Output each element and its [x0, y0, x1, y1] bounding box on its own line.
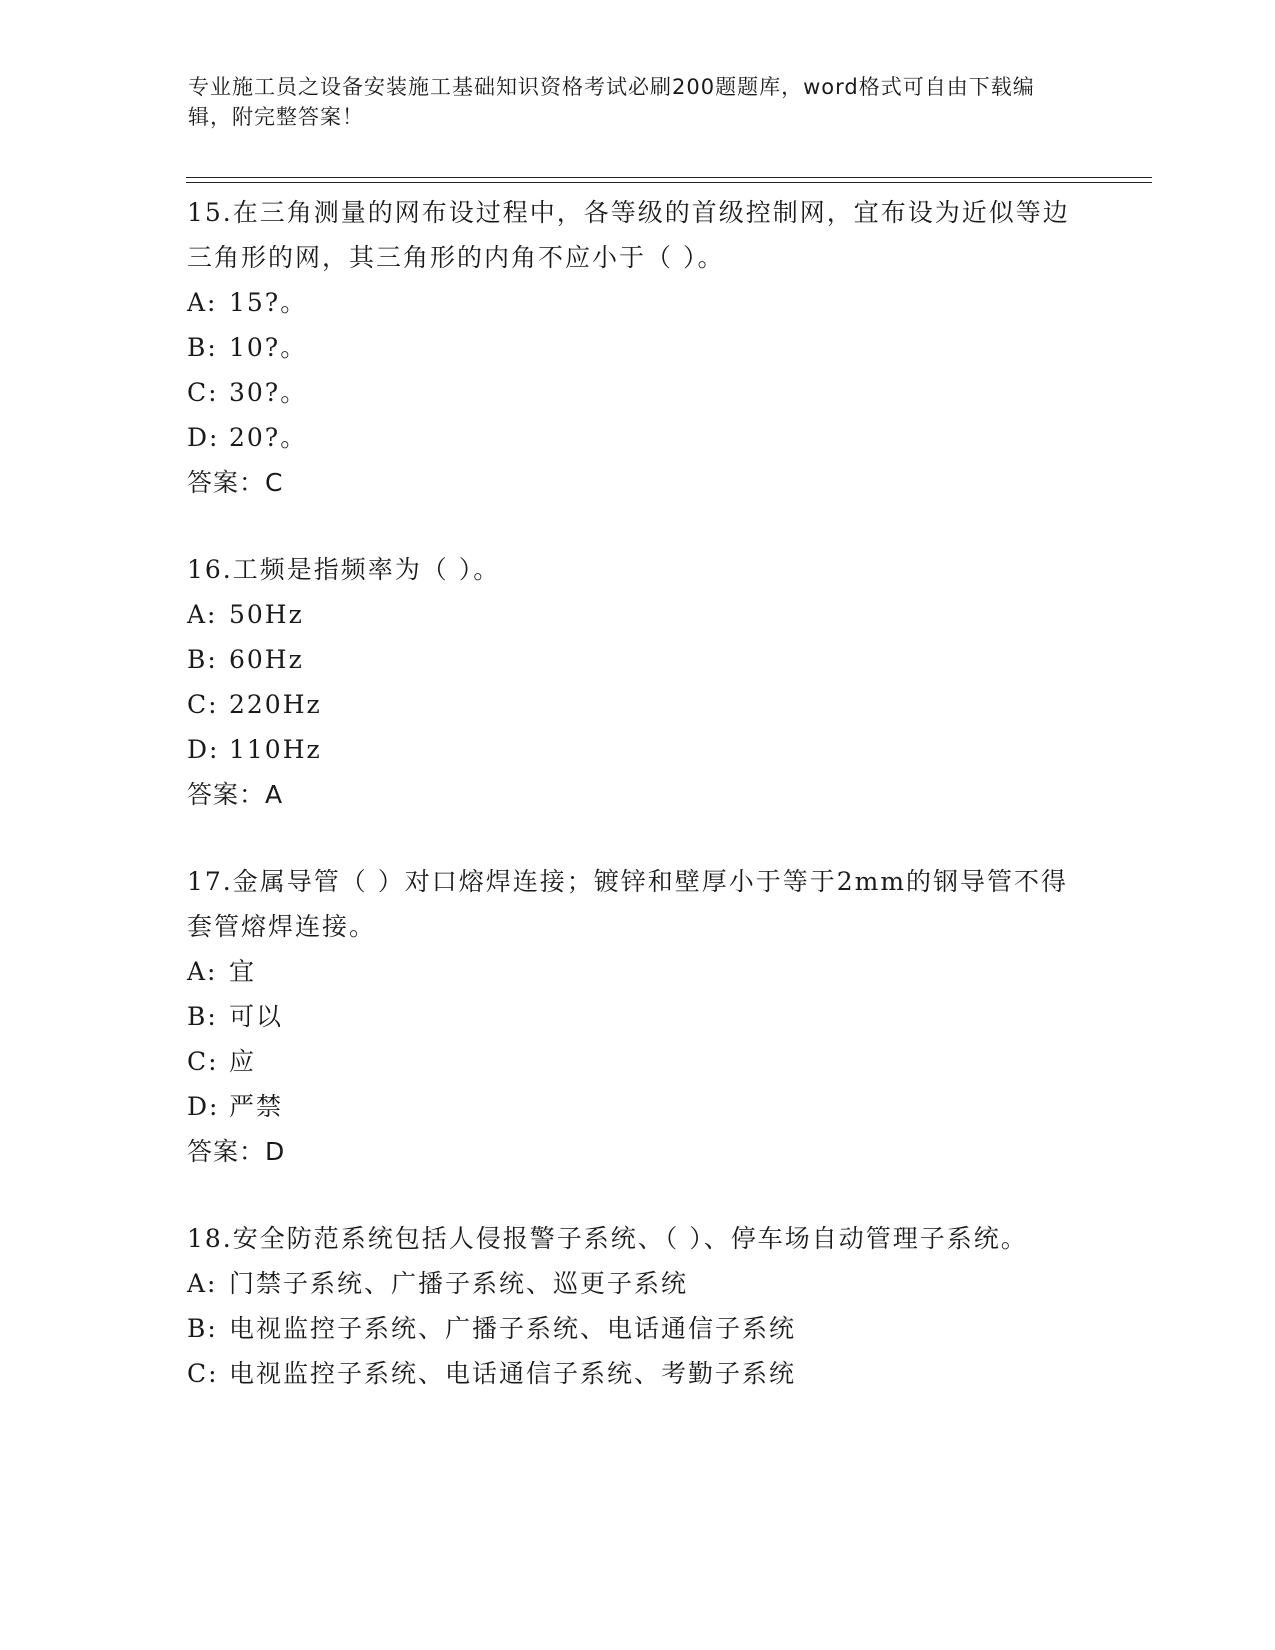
- option-text: 电视监控子系统、广播子系统、电话通信子系统: [229, 1314, 797, 1343]
- question-item: [187, 190, 1087, 505]
- answer-line: 答案：D: [187, 1137, 286, 1166]
- option-text: 门禁子系统、广播子系统、巡更子系统: [229, 1269, 689, 1298]
- answer-line: 答案：A: [187, 780, 284, 809]
- header-divider-top: [186, 177, 1152, 178]
- question-text: 17.金属导管（ ）对口熔焊连接；镀锌和壁厚小于等于2mm的钢导管不得套管熔焊连接。: [187, 867, 1069, 941]
- option-letter: C:: [187, 1359, 219, 1388]
- option-c: [187, 1351, 1087, 1396]
- option-a: [187, 949, 1087, 994]
- option-b: [187, 994, 1087, 1039]
- question-text: 18.安全防范系统包括人侵报警子系统、（ ）、停车场自动管理子系统。: [187, 1224, 1028, 1253]
- question-item: [187, 547, 1087, 817]
- question-text: 16.工频是指频率为（ ）。: [187, 555, 501, 584]
- option-text: 严禁: [229, 1092, 284, 1121]
- option-letter: C:: [187, 378, 219, 407]
- option-text: 宜: [229, 957, 257, 986]
- question-text: 15.在三角测量的网布设过程中，各等级的首级控制网，宜布设为近似等边三角形的网，其三角形的内角不应小于（ ）。: [187, 198, 1070, 272]
- option-b: [187, 637, 1087, 682]
- question-item: [187, 1216, 1087, 1396]
- option-text: 110Hz: [229, 735, 322, 764]
- document-header: 专业施工员之设备安装施工基础知识资格考试必刷200题题库，word格式可自由下载编辑，附完整答案！: [188, 75, 1035, 129]
- option-text: 应: [229, 1047, 257, 1076]
- option-letter: A:: [187, 288, 218, 317]
- option-d: [187, 1084, 1087, 1129]
- option-c: [187, 1039, 1087, 1084]
- option-text: 电视监控子系统、电话通信子系统、考勤子系统: [229, 1359, 797, 1388]
- option-text: 可以: [229, 1002, 284, 1031]
- option-letter: D:: [187, 423, 220, 452]
- option-text: 60Hz: [229, 645, 304, 674]
- option-letter: D:: [187, 735, 220, 764]
- option-letter: B:: [187, 1002, 218, 1031]
- option-letter: B:: [187, 1314, 218, 1343]
- option-text: 50Hz: [229, 600, 304, 629]
- option-text: 220Hz: [229, 690, 322, 719]
- question-list: [187, 190, 1087, 1438]
- option-b: [187, 1306, 1087, 1351]
- option-letter: B:: [187, 645, 218, 674]
- option-a: [187, 592, 1087, 637]
- option-letter: A:: [187, 957, 218, 986]
- option-text: 20?。: [229, 423, 308, 452]
- option-letter: A:: [187, 600, 218, 629]
- option-letter: C:: [187, 690, 219, 719]
- answer-line: 答案：C: [187, 468, 284, 497]
- option-letter: A:: [187, 1269, 218, 1298]
- option-letter: C:: [187, 1047, 219, 1076]
- option-c: [187, 682, 1087, 727]
- option-letter: B:: [187, 333, 218, 362]
- option-d: [187, 415, 1087, 460]
- option-text: 15?。: [229, 288, 308, 317]
- option-a: [187, 1261, 1087, 1306]
- option-a: [187, 280, 1087, 325]
- header-divider-bottom: [186, 182, 1152, 183]
- option-text: 10?。: [229, 333, 308, 362]
- option-text: 30?。: [229, 378, 308, 407]
- question-item: [187, 859, 1087, 1174]
- option-b: [187, 325, 1087, 370]
- option-d: [187, 727, 1087, 772]
- option-c: [187, 370, 1087, 415]
- option-letter: D:: [187, 1092, 220, 1121]
